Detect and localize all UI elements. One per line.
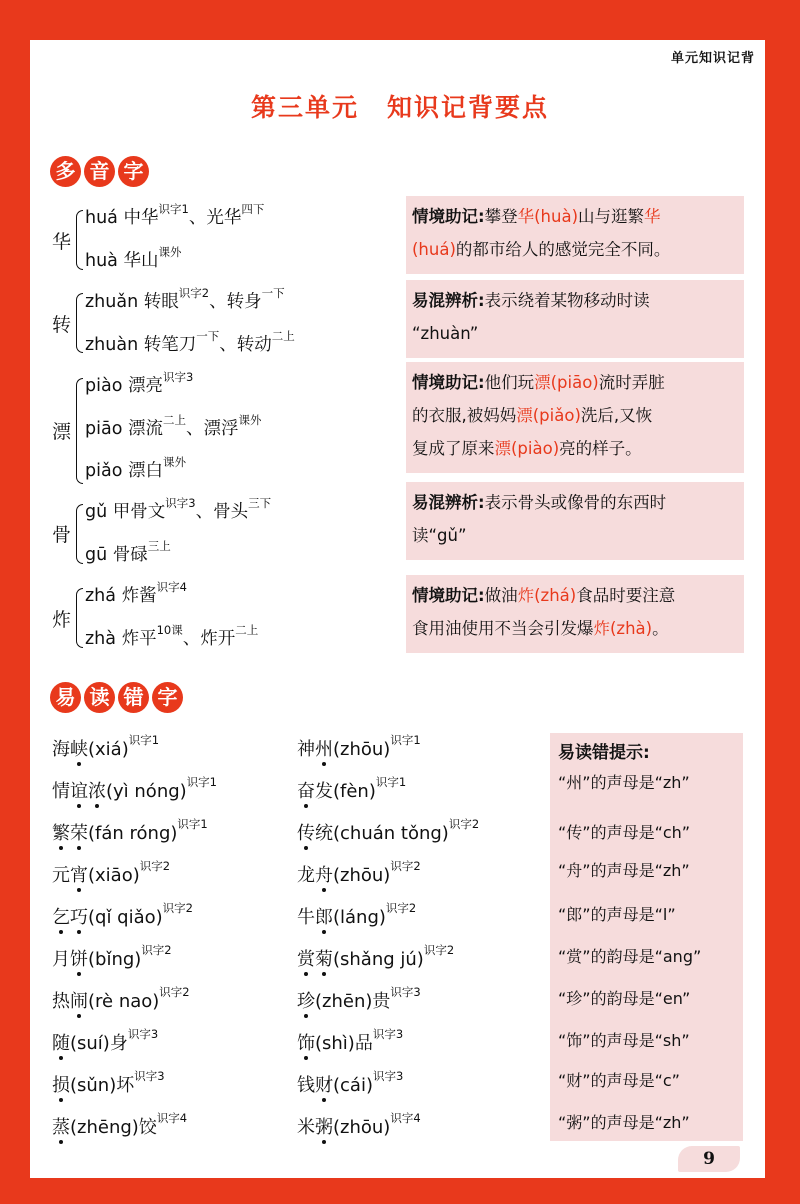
misread-word <box>52 1071 165 1097</box>
word-part: 统 <box>315 823 333 844</box>
source-tag: 识字1 <box>390 733 421 747</box>
word-part: 神 <box>297 739 315 760</box>
tip-item: “珍”的韵母是“en” <box>558 989 691 1008</box>
word-part: 身 <box>109 1033 128 1054</box>
source-tag: 10课 <box>156 623 183 638</box>
word: 漂亮 <box>127 376 163 396</box>
poly-char: 华 <box>52 231 72 253</box>
poly-char: 漂 <box>52 421 72 443</box>
word: 、骨头 <box>195 502 249 522</box>
word-part: (shì) <box>315 1033 355 1054</box>
word-part: 巧 <box>70 907 88 928</box>
word-part: 郎 <box>315 907 333 928</box>
source-tag: 识字2 <box>423 943 455 957</box>
poly-reading-row <box>85 582 187 607</box>
pinyin: zhá <box>85 586 117 606</box>
word-part: (zhōu) <box>333 1117 391 1138</box>
word-part: 浓 <box>88 781 106 802</box>
word-part: (fán róng) <box>88 823 178 844</box>
box-highlight: 华(huà) <box>517 207 579 226</box>
box-label: 情境助记: <box>412 586 485 605</box>
box-text: 洗后,又恢 <box>580 406 653 425</box>
confusion-tip-box <box>406 482 744 560</box>
misread-word <box>52 819 208 845</box>
box-text: 表示绕着某物移动时读 <box>484 291 650 310</box>
word-part: 坏 <box>116 1075 135 1096</box>
box-highlight: (huá) <box>412 240 456 259</box>
word-part: 州 <box>315 739 333 760</box>
source-tag: 识字2 <box>390 859 421 873</box>
misread-word <box>52 903 193 929</box>
pinyin: huá <box>85 208 118 228</box>
source-tag: 二上 <box>271 329 295 344</box>
title-topic: 知识记背要点 <box>387 93 550 122</box>
page-number: 9 <box>678 1146 740 1172</box>
word-part: (zhēng) <box>70 1117 139 1138</box>
word-part: 钱 <box>297 1075 315 1096</box>
tip-item: “财”的声母是“c” <box>558 1071 680 1090</box>
box-text: 的都市给人的感觉完全不同。 <box>455 240 671 259</box>
source-tag: 识字3 <box>134 1069 165 1083</box>
source-tag: 课外 <box>158 245 182 260</box>
misread-word <box>297 1029 403 1055</box>
word-part: (qǐ qiǎo) <box>88 907 163 928</box>
pinyin: piāo <box>85 419 123 439</box>
box-text: 山与逛繁 <box>578 207 645 226</box>
word-part: 饰 <box>297 1033 315 1054</box>
bottom-band <box>0 1178 800 1204</box>
misread-word <box>52 777 217 803</box>
tip-item: “饰”的声母是“sh” <box>558 1031 690 1050</box>
source-tag: 二上 <box>162 413 186 428</box>
title-unit: 第三单元 <box>250 93 359 122</box>
word-part: 情 <box>52 781 70 802</box>
memory-tip-box <box>406 575 744 653</box>
source-tag: 识字4 <box>156 580 187 595</box>
word: 炸平 <box>121 629 157 649</box>
source-tag: 四下 <box>241 202 265 217</box>
tip-item: “赏”的韵母是“ang” <box>558 947 702 966</box>
poly-char: 转 <box>52 314 72 336</box>
box-text: 食用油使用不当会引发爆 <box>412 619 594 638</box>
source-tag: 三下 <box>248 496 272 511</box>
box-highlight: 漂(piāo) <box>534 373 599 392</box>
box-label: 情境助记: <box>412 373 485 392</box>
word-part: 贵 <box>372 991 391 1012</box>
word-part: (cái) <box>333 1075 373 1096</box>
brace <box>76 588 83 648</box>
word: 炸酱 <box>121 586 157 606</box>
word-part: 粥 <box>315 1117 333 1138</box>
box-text: 亮的样子。 <box>559 439 642 458</box>
box-text: 食品时要注意 <box>576 586 676 605</box>
word-part: 传 <box>297 823 315 844</box>
word-part: 财 <box>315 1075 333 1096</box>
word-part: 海 <box>52 739 70 760</box>
tip-item: “郎”的声母是“l” <box>558 905 676 924</box>
word-part: 珍 <box>297 991 315 1012</box>
poly-reading-row <box>85 204 264 229</box>
source-tag: 识字3 <box>127 1027 159 1041</box>
word-part: (bǐng) <box>88 949 142 970</box>
word-part: 荣 <box>70 823 88 844</box>
source-tag: 识字2 <box>448 817 480 831</box>
word-part: 损 <box>52 1075 70 1096</box>
box-highlight: 炸(zhà) <box>593 619 653 638</box>
misread-word <box>297 945 454 971</box>
misread-word <box>297 777 406 803</box>
poly-reading-row <box>85 247 182 272</box>
source-tag: 三上 <box>147 539 171 554</box>
word-part: 米 <box>297 1117 315 1138</box>
header-label: 单元知识记背 <box>670 51 755 66</box>
poly-reading-row <box>85 331 295 356</box>
source-tag: 识字1 <box>375 775 407 789</box>
word: 甲骨文 <box>112 502 166 522</box>
box-text: 他们玩 <box>484 373 535 392</box>
word-part: 奋 <box>297 781 315 802</box>
word-part: (láng) <box>333 907 386 928</box>
word-part: (rè nao) <box>88 991 160 1012</box>
badge-char: 易 <box>50 682 81 713</box>
pinyin: gǔ <box>85 502 108 522</box>
word-part: 宵 <box>70 865 88 886</box>
word: 、炸开 <box>182 629 236 649</box>
word-part: 发 <box>315 781 333 802</box>
memory-tip-box <box>406 362 744 473</box>
poly-reading-row <box>85 415 261 440</box>
poly-reading-row <box>85 498 271 523</box>
misread-word <box>297 1113 421 1139</box>
source-tag: 一下 <box>261 286 285 301</box>
box-text: 表示骨头或像骨的东西时 <box>484 493 667 512</box>
source-tag: 一下 <box>196 329 220 344</box>
section-badge-misread <box>50 682 183 713</box>
word-part: (yì nóng) <box>106 781 187 802</box>
box-text: 做油 <box>484 586 518 605</box>
source-tag: 识字2 <box>178 286 210 301</box>
source-tag: 识字4 <box>390 1111 421 1125</box>
source-tag: 识字3 <box>372 1027 404 1041</box>
word-part: 闹 <box>70 991 88 1012</box>
box-text: 。 <box>652 619 669 638</box>
section-badge-polyphones <box>50 156 149 187</box>
word: 、光华 <box>188 208 242 228</box>
brace <box>76 504 83 564</box>
misread-word <box>52 861 170 887</box>
misread-word <box>297 1071 403 1097</box>
word-part: 菊 <box>315 949 333 970</box>
pinyin: zhuàn <box>85 335 139 355</box>
word-part: 谊 <box>70 781 88 802</box>
word-part: 赏 <box>297 949 315 970</box>
poly-char: 炸 <box>52 609 72 631</box>
word-part: (xiá) <box>88 739 129 760</box>
box-text: 读“gǔ” <box>412 526 467 545</box>
word-part: (sǔn) <box>70 1075 117 1096</box>
box-label: 易混辨析: <box>412 493 485 512</box>
pinyin: huà <box>85 251 118 271</box>
page-title <box>0 88 800 124</box>
misread-word <box>52 1029 158 1055</box>
tip-item: “州”的声母是“zh” <box>558 773 690 792</box>
misread-word <box>297 903 416 929</box>
source-tag: 识字2 <box>139 859 171 873</box>
word-part: (suí) <box>70 1033 110 1054</box>
word: 转眼 <box>143 292 179 312</box>
source-tag: 识字1 <box>128 733 160 747</box>
word-part: 饺 <box>138 1117 157 1138</box>
confusion-tip-box <box>406 280 744 358</box>
source-tag: 识字3 <box>372 1069 404 1083</box>
source-tag: 识字1 <box>158 202 189 217</box>
source-tag: 识字2 <box>162 901 193 915</box>
word-part: 蒸 <box>52 1117 70 1138</box>
word: 转笔刀 <box>143 335 197 355</box>
pinyin: zhuǎn <box>85 292 139 312</box>
poly-reading-row <box>85 625 258 650</box>
source-tag: 识字3 <box>165 496 196 511</box>
word: 中华 <box>123 208 159 228</box>
pinyin: piào <box>85 376 123 396</box>
poly-reading-row <box>85 541 171 566</box>
source-tag: 识字3 <box>390 985 421 999</box>
word-part: (chuán tǒng) <box>333 823 449 844</box>
brace <box>76 378 83 484</box>
box-text: 流时弄脏 <box>598 373 665 392</box>
poly-reading-row <box>85 457 186 482</box>
misread-word <box>297 987 421 1013</box>
memory-tip-box <box>406 196 744 274</box>
source-tag: 识字2 <box>159 985 190 999</box>
source-tag: 识字4 <box>156 1111 188 1125</box>
tip-item: “传”的声母是“ch” <box>558 823 691 842</box>
word-part: 繁 <box>52 823 70 844</box>
box-text: 攀登 <box>484 207 518 226</box>
poly-reading-row <box>85 372 193 397</box>
source-tag: 课外 <box>162 455 186 470</box>
pinyin: gū <box>85 545 108 565</box>
word-part: 峡 <box>70 739 88 760</box>
word: 、转身 <box>209 292 262 312</box>
box-text: 复成了原来 <box>412 439 495 458</box>
misread-word <box>297 861 421 887</box>
box-label: 情境助记: <box>412 207 485 226</box>
source-tag: 识字1 <box>186 775 218 789</box>
word-part: 牛 <box>297 907 315 928</box>
badge-char: 字 <box>152 682 183 713</box>
word-part: 龙 <box>297 865 315 886</box>
word: 骨碌 <box>112 545 148 565</box>
word-part: (zhōu) <box>333 739 391 760</box>
pinyin: piǎo <box>85 461 123 481</box>
word-part: 元 <box>52 865 70 886</box>
tip-item: “粥”的声母是“zh” <box>558 1113 690 1132</box>
source-tag: 二上 <box>235 623 259 638</box>
misread-word <box>297 819 479 845</box>
word-part: 饼 <box>70 949 88 970</box>
word-part: 热 <box>52 991 70 1012</box>
brace <box>76 210 83 270</box>
word-part: (xiāo) <box>88 865 140 886</box>
badge-char: 多 <box>50 156 81 187</box>
box-highlight: 炸(zhá) <box>517 586 577 605</box>
badge-char: 错 <box>118 682 149 713</box>
misread-word <box>52 735 159 761</box>
source-tag: 识字3 <box>162 370 194 385</box>
word-part: (shǎng jú) <box>333 949 424 970</box>
word-part: 品 <box>354 1033 373 1054</box>
word-part: 乞 <box>52 907 70 928</box>
box-highlight: 漂(piǎo) <box>516 406 581 425</box>
box-highlight: 华 <box>644 207 661 226</box>
tip-item: “舟”的声母是“zh” <box>558 861 690 880</box>
source-tag: 识字2 <box>141 943 172 957</box>
word: 、转动 <box>219 335 272 355</box>
word: 漂白 <box>127 461 163 481</box>
poly-reading-row <box>85 288 285 313</box>
badge-char: 字 <box>118 156 149 187</box>
box-text: 的衣服,被妈妈 <box>412 406 517 425</box>
box-highlight: 漂(piào) <box>494 439 560 458</box>
misread-word <box>297 735 421 761</box>
word-part: (zhōu) <box>333 865 391 886</box>
brace <box>76 293 83 353</box>
word-part: 月 <box>52 949 70 970</box>
misread-word <box>52 987 190 1013</box>
badge-char: 音 <box>84 156 115 187</box>
box-label: 易混辨析: <box>412 291 485 310</box>
word: 、漂浮 <box>185 419 239 439</box>
misread-word <box>52 1113 187 1139</box>
word-part: 随 <box>52 1033 70 1054</box>
word: 漂流 <box>127 419 163 439</box>
word-part: (fèn) <box>333 781 376 802</box>
word-part: 舟 <box>315 865 333 886</box>
tips-title: 易读错提示: <box>558 743 650 763</box>
source-tag: 识字1 <box>177 817 208 831</box>
word: 华山 <box>123 251 159 271</box>
badge-char: 读 <box>84 682 115 713</box>
source-tag: 课外 <box>238 413 262 428</box>
poly-char: 骨 <box>52 524 72 546</box>
misread-word <box>52 945 172 971</box>
word-part: (zhēn) <box>315 991 373 1012</box>
pinyin: zhà <box>85 629 117 649</box>
source-tag: 识字2 <box>385 901 417 915</box>
box-text: “zhuàn” <box>412 324 479 343</box>
